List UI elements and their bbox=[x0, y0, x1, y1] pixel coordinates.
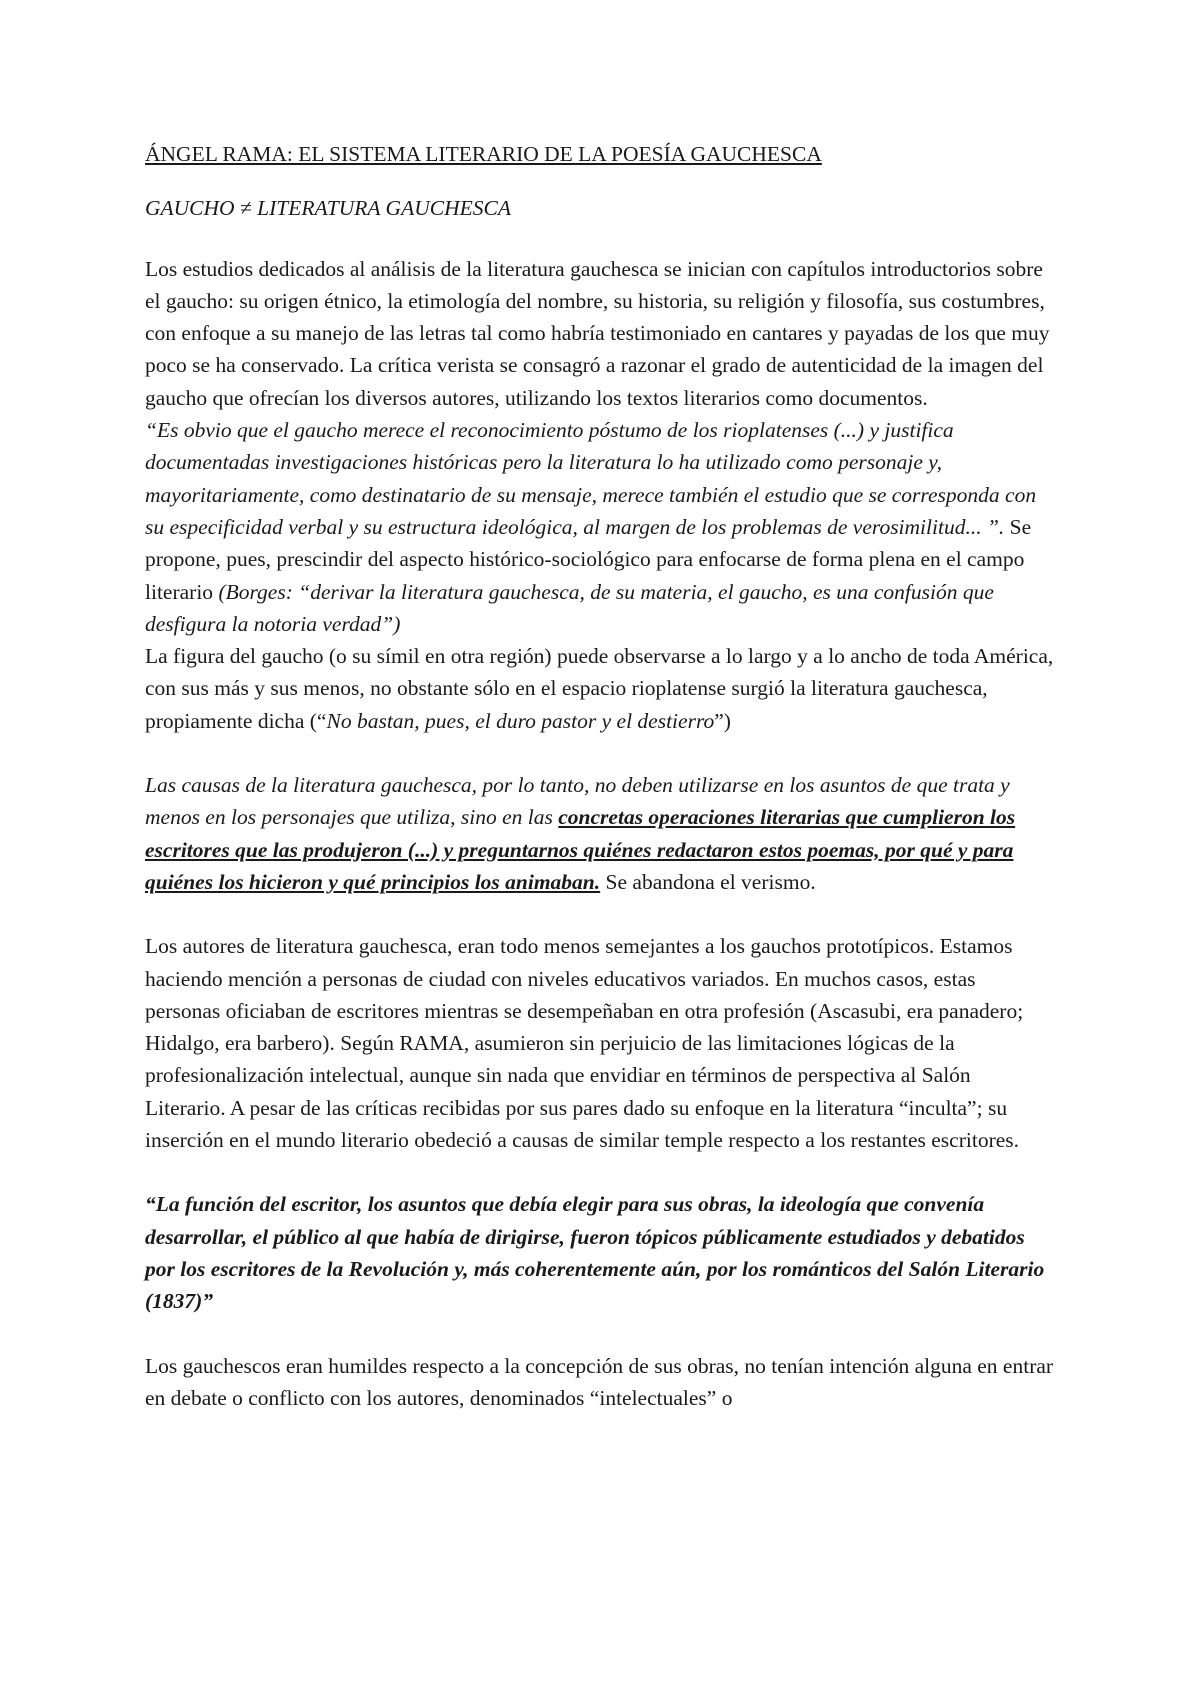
paragraph-intro: Los estudios dedicados al análisis de la literatura gauchesca se inician con capítulos introductorios sobre el gaucho: su origen étnico, la etimología del nombre, su historia, su religión y filosofía, sus costumbres, con enfoque a su manejo de las letras tal como habría testimoniado en cantares y payadas de los que muy poco se ha conservado. La crítica verista se consagró a razonar el grado de autenticidad de la imagen del gaucho que ofrecían los diversos autores, utilizando los textos literarios como documentos. bbox=[145, 256, 1050, 410]
paragraph-causas bbox=[145, 769, 1055, 898]
paragraph-figura-gaucho bbox=[145, 640, 1055, 737]
borges-quote: (Borges: “derivar la literatura gauchesca, de su materia, el gaucho, es una confusión que desfigura la notoria verdad”) bbox=[145, 579, 994, 636]
paragraph-quote-gaucho bbox=[145, 414, 1055, 640]
quote-text: “Es obvio que el gaucho merece el reconocimiento póstumo de los rioplatenses (...) y justifica documentadas investigaciones históricas pero la literatura lo ha utilizado como personaje y, mayoritariamente, como destinatario de su mensaje, merece también el estudio que se corresponda con su especificidad verbal y su estructura ideológica, al margen de los problemas de verosimilitud... ”. bbox=[145, 418, 1037, 539]
emphasis-text: concretas operaciones literarias que cumplieron los escritores que las produjeron (...) y preguntarnos quiénes redactaron estos poemas, por qué y para quiénes los hicieron y qué principios los animaban. bbox=[145, 805, 1016, 894]
paragraph-gauchescos: Los gauchescos eran humildes respecto a la concepción de sus obras, no tenían intención alguna en entrar en debate o conflicto con los autores, denominados “intelectuales” o bbox=[145, 1353, 1054, 1410]
section-heading: GAUCHO ≠ LITERATURA GAUCHESCA bbox=[145, 196, 511, 221]
quote-close: ”) bbox=[714, 708, 731, 733]
paragraph-text: Se propone, pues, prescindir del aspecto histórico-sociológico para enfocarse de forma plena en el campo literario bbox=[145, 514, 1032, 604]
document-page bbox=[145, 138, 1055, 1414]
inline-quote: No bastan, pues, el duro pastor y el destierro bbox=[326, 708, 715, 733]
paragraph-text: La figura del gaucho (o su símil en otra región) puede observarse a lo largo y a lo ancho de toda América, con sus más y sus menos, no obstante sólo en el espacio rioplatense surgió la literatura gauchesca, propiamente dicha (“ bbox=[145, 644, 1054, 733]
block-quote-funcion: “La función del escritor, los asuntos que debía elegir para sus obras, la ideología que convenía desarrollar, el público al que había de dirigirse, fueron tópicos públicamente estudiados y debatidos por los escritores de la Revolución y, más coherentemente aún, por los románticos del Salón Literario (1837)” bbox=[145, 1192, 1045, 1314]
document-title: ÁNGEL RAMA: EL SISTEMA LITERARIO DE LA POESÍA GAUCHESCA bbox=[145, 142, 822, 166]
italic-text: Las causas de la literatura gauchesca, por lo tanto, no deben utilizarse en los asuntos de que trata y menos en los personajes que utiliza, sino en las bbox=[145, 773, 1010, 830]
paragraph-autores: Los autores de literatura gauchesca, eran todo menos semejantes a los gauchos prototípicos. Estamos haciendo mención a personas de ciudad con niveles educativos variados. En muchos casos, estas personas oficiaban de escritores mientras se desempeñaban en otra profesión (Ascasubi, era panadero; Hidalgo, era barbero). Según RAMA, asumieron sin perjuicio de las limitaciones lógicas de la profesionalización intelectual, aunque sin nada que envidiar en términos de perspectiva al Salón Literario. A pesar de las críticas recibidas por sus pares dado su enfoque en la literatura “inculta”; su inserción en el mundo literario obedeció a causas de similar temple respecto a los restantes escritores. bbox=[145, 934, 1024, 1153]
paragraph-text: Se abandona el verismo. bbox=[600, 869, 816, 894]
